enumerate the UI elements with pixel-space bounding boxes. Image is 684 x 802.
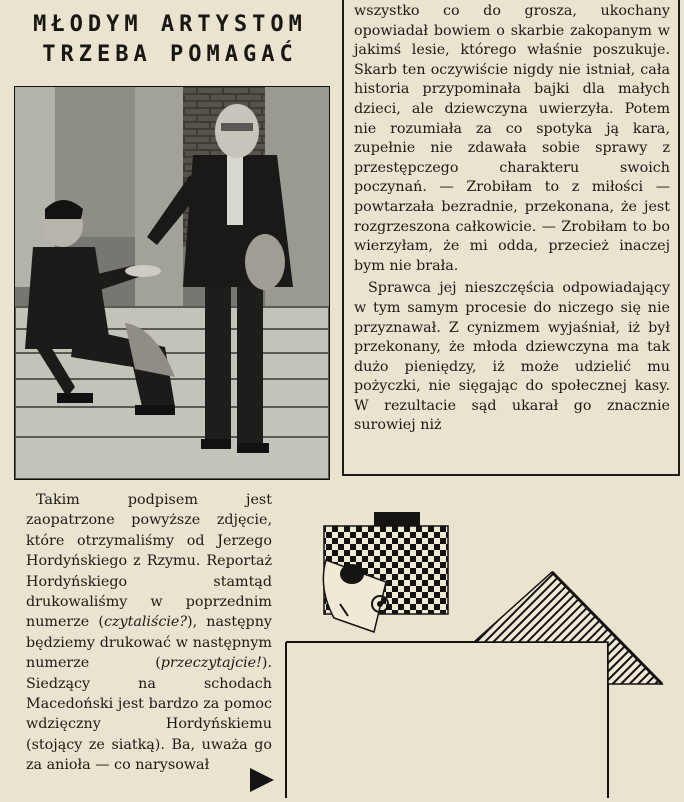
drawing-illustration	[278, 508, 682, 798]
headline-line-2: TRZEBA POMAGAĆ	[42, 42, 298, 67]
caption-emphasis-2: przeczytajcie!	[160, 655, 262, 672]
headline	[10, 10, 330, 82]
caption-part-1: Takim podpisem jest zaopatrzone powyższe zdjęcie, które otrzymaliśmy od Jerzego Hordyńskiego z Rzymu. Reportaż Hordyńskiego stamtąd drukowaliśmy w poprzednim numerze (	[26, 492, 272, 631]
caption-emphasis-1: czytaliście?	[103, 614, 188, 631]
ink-drawing	[278, 508, 682, 798]
photo-illustration	[15, 87, 329, 479]
caption-part-3: ). Siedzący na schodach Macedoński jest bardzo za pomoc wdzięczny Hordyńskiemu (stojący ze siatką). Ba, uważa go za anioła — co narysował	[26, 655, 272, 774]
article-column	[342, 0, 680, 476]
article-paragraph-1: wszystko co do grosza, ukochany opowiadał bowiem o skarbie zakopanym w jakimś lesie, którego właśnie poszukuje. Skarb ten oczywiście nigdy nie istniał, cała historia przypominała bajki dla małych dzieci, ale dziewczyna uwierzyła. Potem nie rozumiała za co spotyka ją kara, zupełnie nie zdawała sobie sprawy z przestępczego charakteru swoich poczynań. — Zrobiłam to z miłości — powtarzała bezradnie, przekonana, że jest rozgrzeszona całkowicie. — Zrobiłam to bo wierzyłam, że mi odda, przecież inaczej bym nie brała.	[354, 3, 670, 274]
headline-line-1: MŁODYM ARTYSTOM	[33, 12, 307, 37]
photograph	[14, 86, 330, 480]
photo-caption-text	[26, 490, 272, 776]
caption-part-2: ), następny będziemy drukować w następnym numerze (	[26, 614, 272, 672]
article-paragraph-2: Sprawca jej nieszczęścia odpowiadający w tym samym procesie do niczego się nie przyznawał. Z cynizmem wyjaśniał, iż był przekonany, że młoda dziewczyna ma tak dużo pieniędzy, iż może udzielić mu pożyczki, nie sięgając do społecznej kasy. W rezultacie sąd ukarał go znacznie surowiej niż	[354, 280, 670, 434]
arrow-right-icon	[250, 768, 274, 792]
